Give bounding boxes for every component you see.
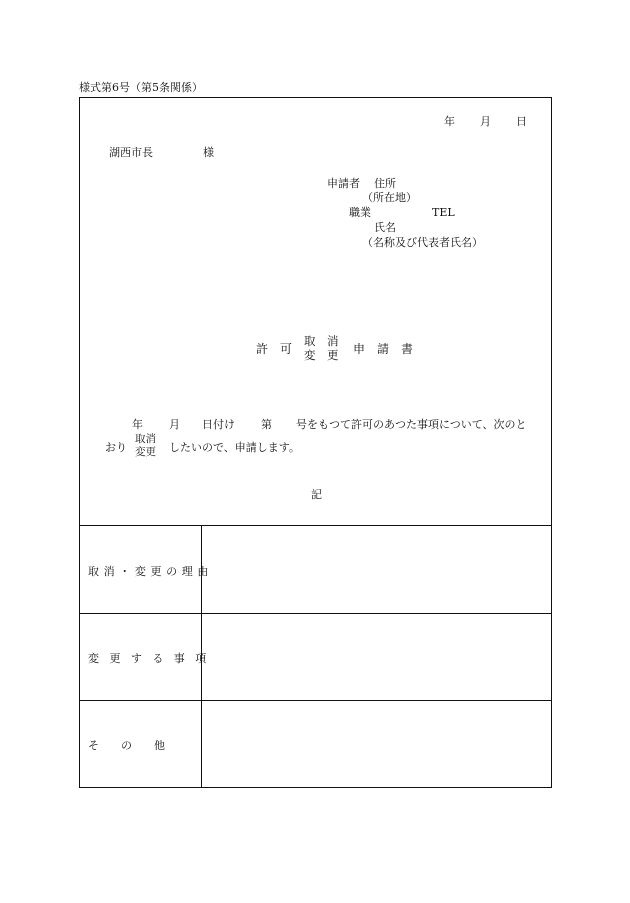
date-month-label: 月 [480,115,491,128]
table-top-border [80,525,551,526]
ki-label: 記 [311,488,322,501]
applicant-occupation-label: 職業 [349,206,371,219]
addressee-honorific: 様 [203,146,214,159]
body-option-cancel: 取消 [135,433,156,445]
applicant-tel-label: TEL [432,206,455,219]
addressee-name: 湖西市長 [109,146,153,159]
table-divider-2 [80,700,551,701]
row-label-other: そ の 他 [88,739,165,752]
body-option-change: 変更 [135,446,156,459]
date-year-label: 年 [444,115,455,128]
doc-title-part1: 許 可 [256,342,293,356]
body-line2-suffix: したいので、申請します。 [169,441,300,454]
body-dai: 第 [261,418,272,431]
body-line2-prefix: おり [105,441,127,454]
doc-title-part2: 申 請 書 [353,342,414,356]
applicant-name-label: 氏名 [374,221,396,234]
body-line2-options [135,433,156,459]
body-month: 月 [169,418,180,431]
body-dated: 日付け [202,418,235,431]
row-label-reason: 取消・変更の理由 [88,565,213,578]
applicant-address-sub: （所在地） [362,191,417,204]
doc-title-option-cancel: 取 消 [304,334,339,348]
applicant-name-sub: （名称及び代表者氏名） [362,236,483,249]
body-year: 年 [132,418,143,431]
application-form-frame [79,97,552,788]
applicant-address-label: 住所 [374,177,396,190]
applicant-title: 申請者 [327,177,360,190]
table-divider-1 [80,613,551,614]
body-line1-rest: 号をもつて許可のあつた事項について、次のと [296,418,527,431]
doc-title-options [304,334,339,363]
date-day-label: 日 [516,115,527,128]
form-number: 様式第6号（第5条関係） [79,81,203,94]
doc-title-option-change: 変 更 [304,348,339,363]
row-label-changes: 変更する事項 [88,652,217,665]
